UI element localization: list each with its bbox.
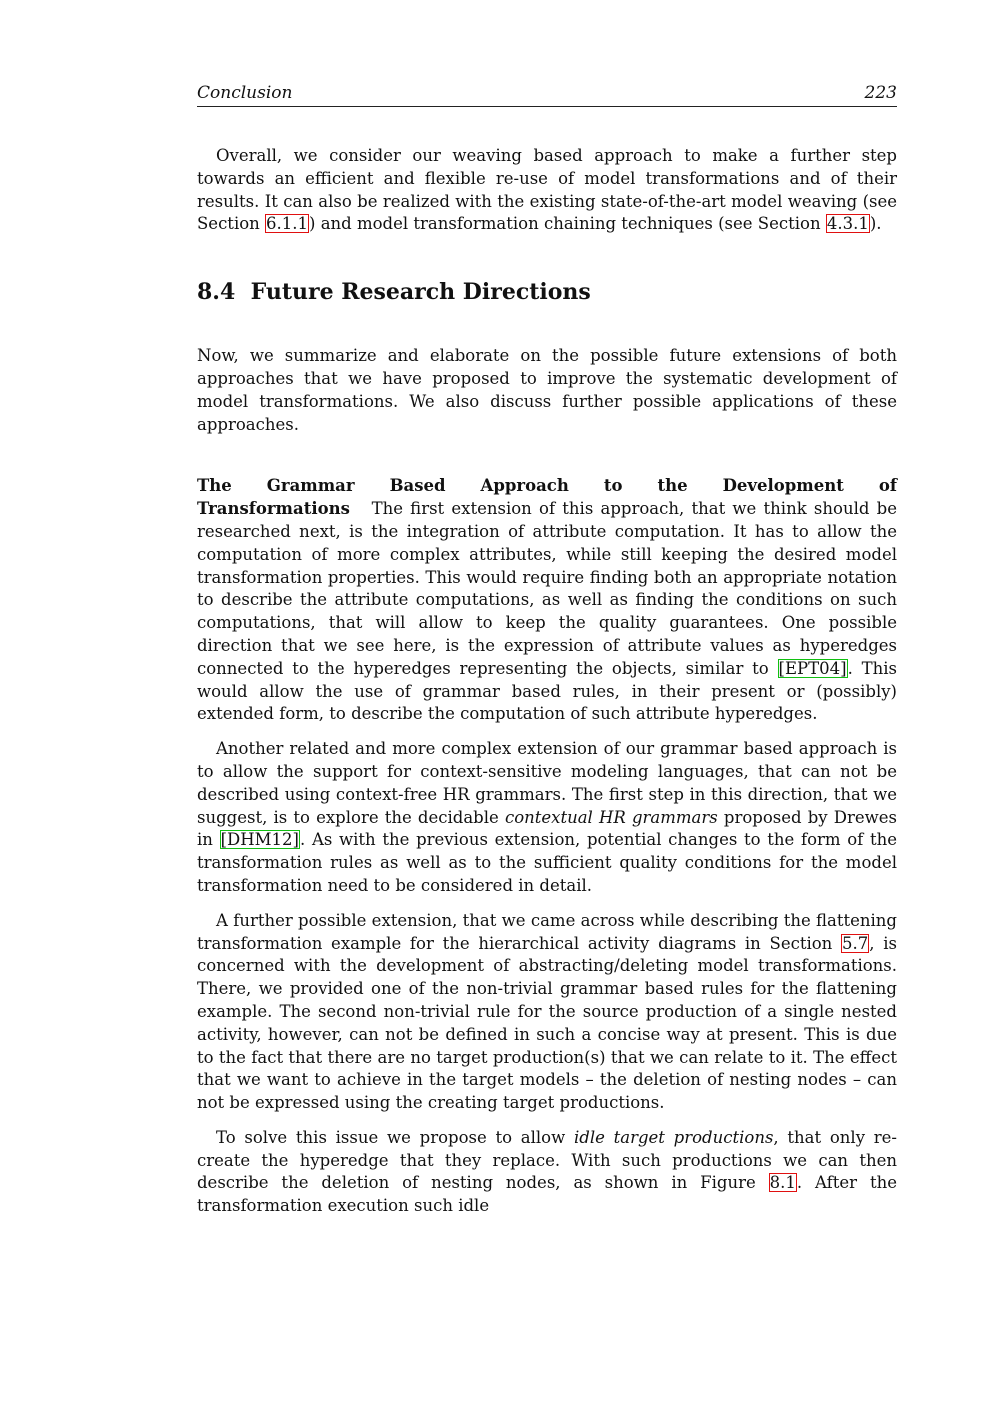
flattening-paragraph: A further possible extension, that we came across while describing the flattening transformation example for the hierarchical activity diagrams in Section 5.7, is concerned with the development of abstracting/deleting model transformations. There, we provided one of the non-trivial grammar based rules for the flattening example. The second non-trivial rule for the source production of a single nested activity, however, can not be defined in such a concise way at present. This is due to the fact that there are no target production(s) that we can relate to it. The effect that we want to achieve in the target models – the deletion of nesting nodes – can not be expressed using the creating target productions. <box>197 910 898 1113</box>
page-number: 223 <box>864 83 897 103</box>
chapter-title: Conclusion <box>197 83 293 103</box>
figure-8-1-link[interactable]: 8.1 <box>769 1173 796 1193</box>
grammar-approach-paragraph: The Grammar Based Approach to the Development of Transformations The first extension of this approach, that we think should be researched next, is the integration of attribute computation. It has to allow the computation of more complex attributes, while still keeping the desired model transformation properties. This would require finding both an appropriate notation to describe the attribute computations, as well as finding the conditions on such computations, that will allow to keep the quality guarantees. One possible direction that we see here, is the expression of attribute values as hyperedges connected to the hyperedges representing the objects, similar to [EPT04]. This would allow the use of grammar based rules, in their present or (possibly) extended form, to describe the computation of such attribute hyperedges. <box>197 476 897 724</box>
section-number: 8.4 <box>197 279 236 306</box>
section-4-3-1-link[interactable]: 4.3.1 <box>826 214 869 234</box>
running-header <box>197 82 897 107</box>
idle-productions-paragraph: To solve this issue we propose to allow idle target productions, that only re-create the hyperedge that they replace. With such productions we can then describe the deletion of nesting nodes, as shown in Figure 8.1. After the transformation execution such idle <box>197 1127 898 1216</box>
citation-ept04-link[interactable]: [EPT04] <box>778 658 847 678</box>
paragraph-heading: The Grammar Based Approach to the Development of Transformations <box>197 476 897 519</box>
intro-paragraph: Overall, we consider our weaving based approach to make a further step towards an efficient and flexible re-use of model transformations and of their results. It can also be realized with the existing state-of-the-art model weaving (see Section 6.1.1) and model transformation chaining techniques (see Section 4.3.1). <box>197 146 897 234</box>
summary-paragraph: Now, we summarize and elaborate on the possible future extensions of both approaches that we have proposed to improve the systematic development of model transformations. We also discuss further possible applications of these approaches. <box>197 346 897 434</box>
page <box>197 82 897 1218</box>
body-text <box>197 145 897 1218</box>
section-6-1-1-link[interactable]: 6.1.1 <box>266 214 309 234</box>
section-title: Future Research Directions <box>250 279 591 306</box>
citation-dhm12-link[interactable]: [DHM12] <box>220 830 299 850</box>
section-5-7-link[interactable]: 5.7 <box>842 933 869 953</box>
section-heading <box>197 277 897 307</box>
context-sensitive-paragraph: Another related and more complex extension of our grammar based approach is to allow the support for context-sensitive modeling languages, that can not be described using context-free HR grammars. The first step in this direction, that we suggest, is to explore the decidable contextual HR grammars proposed by Drewes in [DHM12]. As with the previous extension, potential changes to the form of the transformation rules as well as to the sufficient quality conditions for the model transformation need to be considered in detail. <box>197 739 897 895</box>
